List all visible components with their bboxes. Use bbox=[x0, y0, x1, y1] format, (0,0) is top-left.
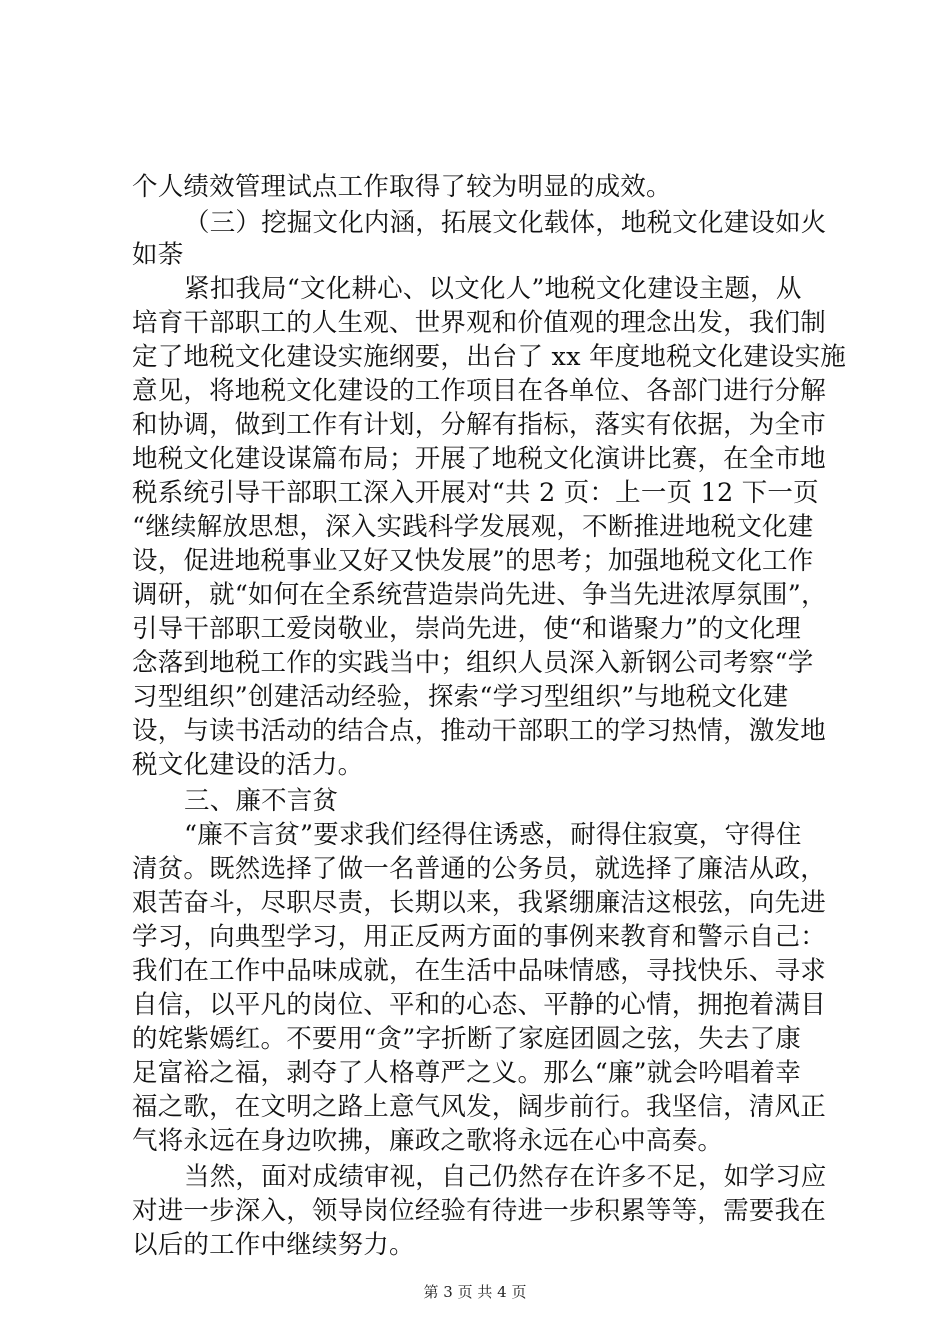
text-line: 和协调，做到工作有计划，分解有指标，落实有依据，为全市 bbox=[132, 410, 826, 440]
text-line: 习型组织”创建活动经验，探索“学习型组织”与地税文化建 bbox=[132, 682, 789, 712]
text-line: 念落到地税工作的实践当中；组织人员深入新钢公司考察“学 bbox=[132, 648, 814, 678]
text-line: 的姹紫嫣红。不要用“贪”字折断了家庭团圆之弦，失去了康 bbox=[132, 1024, 801, 1054]
text-line: 设，促进地税事业又好又快发展”的思考；加强地税文化工作 bbox=[132, 546, 814, 576]
text-line: 税文化建设的活力。 bbox=[132, 750, 364, 780]
text-line: “继续解放思想，深入实践科学发展观，不断推进地税文化建 bbox=[132, 512, 814, 542]
text-line: 设，与读书活动的结合点，推动干部职工的学习热情，激发地 bbox=[132, 716, 826, 746]
section-heading: 三、廉不言贫 bbox=[184, 786, 339, 816]
text-line: 以后的工作中继续努力。 bbox=[132, 1230, 415, 1260]
text-line: 足富裕之福，剥夺了人格尊严之义。那么“廉”就会吟唱着幸 bbox=[132, 1058, 801, 1088]
text-line: 个人绩效管理试点工作取得了较为明显的成效。 bbox=[132, 172, 672, 202]
text-line: 对进一步深入，领导岗位经验有待进一步积累等等，需要我在 bbox=[132, 1196, 826, 1226]
text-line: 气将永远在身边吹拂，廉政之歌将永远在心中高奏。 bbox=[132, 1126, 724, 1156]
text-line: 定了地税文化建设实施纲要，出台了 xx 年度地税文化建设实施 bbox=[132, 342, 846, 372]
text-line: 福之歌，在文明之路上意气风发，阔步前行。我坚信，清风正 bbox=[132, 1092, 826, 1122]
text-line: 培育干部职工的人生观、世界观和价值观的理念出发，我们制 bbox=[132, 308, 826, 338]
text-line: 学习，向典型学习，用正反两方面的事例来教育和警示自己： bbox=[132, 922, 826, 952]
text-line: 我们在工作中品味成就，在生活中品味情感，寻找快乐、寻求 bbox=[132, 956, 826, 986]
text-line: 地税文化建设谋篇布局；开展了地税文化演讲比赛，在全市地 bbox=[132, 444, 826, 474]
text-line: 当然，面对成绩审视，自己仍然存在许多不足，如学习应 bbox=[184, 1162, 827, 1192]
section-heading: （三）挖掘文化内涵，拓展文化载体，地税文化建设如火 bbox=[184, 208, 827, 238]
text-line: 自信，以平凡的岗位、平和的心态、平静的心情，拥抱着满目 bbox=[132, 990, 826, 1020]
text-line: 意见，将地税文化建设的工作项目在各单位、各部门进行分解 bbox=[132, 376, 826, 406]
text-line: 紧扣我局“文化耕心、以文化人”地税文化建设主题，从 bbox=[184, 274, 802, 304]
text-line: “廉不言贫”要求我们经得住诱惑，耐得住寂寞，守得住 bbox=[184, 820, 802, 850]
text-line: 清贫。既然选择了做一名普通的公务员，就选择了廉洁从政， bbox=[132, 854, 826, 884]
text-line: 如荼 bbox=[132, 240, 184, 270]
text-line: 税系统引导干部职工深入开展对“共 2 页：上一页 12 下一页 bbox=[132, 478, 819, 508]
text-line: 调研，就“如何在全系统营造崇尚先进、争当先进浓厚氛围”， bbox=[132, 580, 827, 610]
text-line: 引导干部职工爱岗敬业，崇尚先进，使“和谐聚力”的文化理 bbox=[132, 614, 801, 644]
text-line: 艰苦奋斗，尽职尽责，长期以来，我紧绷廉洁这根弦，向先进 bbox=[132, 888, 826, 918]
page-number-footer: 第 3 页 共 4 页 bbox=[423, 1283, 527, 1301]
